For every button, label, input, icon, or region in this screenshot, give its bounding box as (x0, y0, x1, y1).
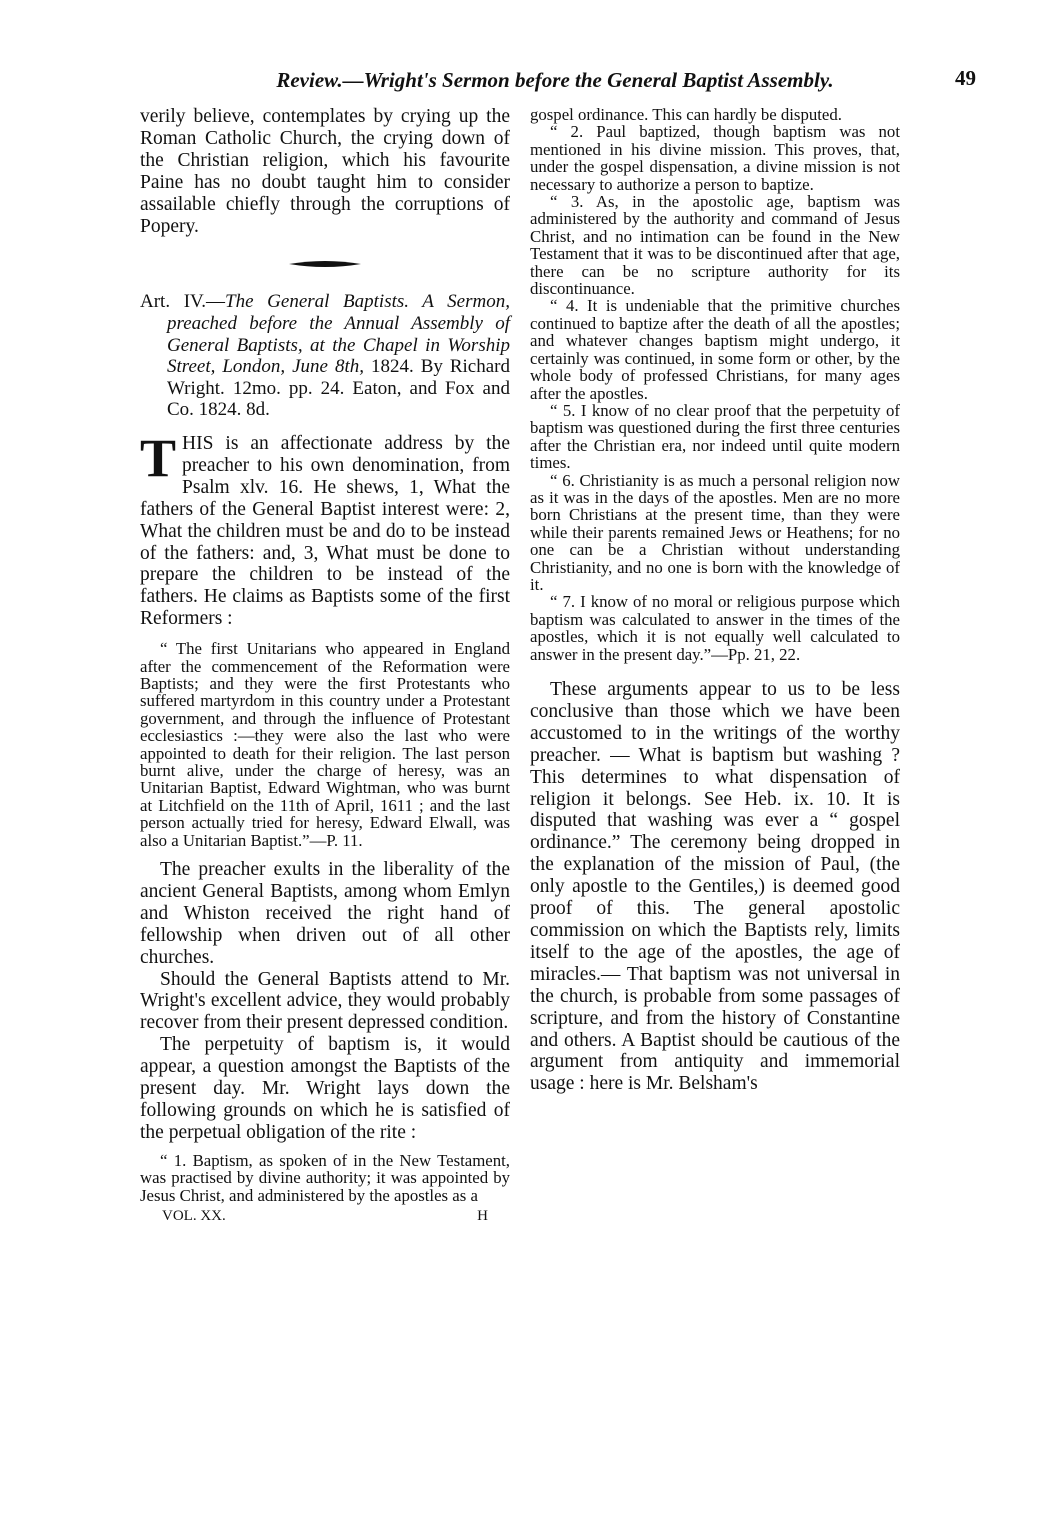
section-divider-ornament (289, 259, 361, 269)
paragraph-text: HIS is an affectionate address by the preacher to his own denomination, from Psalm xlv. 16. He shews, 1, What the fathers of the General Baptist interest were: 2, What the children must be and do to be instead of the fathers: and, 3, What must be done to prepare the children to be instead of the fathers. He claims as Baptists some of the first Reformers : (140, 433, 510, 630)
article-heading (140, 291, 510, 421)
block-quote: “ 6. Christianity is as much a personal religion now as it was in the days of the apostles. Men are no more born Christians at the present time, than they were while their parents remained Jews or Heathens; for no one can be a Christian without understanding Christianity, and no one is born with the knowledge of it. (530, 470, 900, 594)
drop-cap: T (140, 428, 177, 488)
running-head: Review.—Wright's Sermon before the General Baptist Assembly. (276, 68, 834, 92)
article-title: The General Baptists. A Sermon, preached before the Annual Assembly of General Baptists, at the Chapel in Worship Street, London, June 8th, (167, 291, 510, 378)
block-quote: “ 2. Paul baptized, though baptism was not mentioned in his divine mission. This proves, that, under the gospel dispensation, a divine mission is not necessary to authorize a person to baptize. (530, 122, 900, 194)
paragraph: Should the General Baptists attend to Mr. Wright's excellent advice, they would probably recover from their present depressed condition. (140, 968, 510, 1034)
page-number: 49 (955, 66, 976, 90)
block-quote: “ 3. As, in the apostolic age, baptism was administered by the authority and command of Jesus Christ, and no intimation can be found in the New Testament that it was to be discontinued after that age, there can be no scripture authority for its discontinuance. (530, 192, 900, 299)
block-quote: “ 7. I know of no moral or religious purpose which baptism was calculated to answer in the times of the apostles, which it is not equally well calculated to answer in the present day.”—Pp. 21, 22. (530, 592, 900, 664)
block-quote: gospel ordinance. This can hardly be disputed. (530, 105, 842, 124)
paragraph (140, 428, 510, 630)
right-column (530, 106, 900, 1095)
paragraph: The perpetuity of baptism is, it would appear, a question amongst the Baptists of the present day. Mr. Wright lays down the following grounds on which he is satisfied of the perpetual obligation of the rite : (140, 1034, 510, 1143)
paragraph: The preacher exults in the liberality of the ancient General Baptists, among whom Emlyn and Whiston received the right hand of fellowship when driven out of all other churches. (140, 859, 510, 968)
article-details: 1824. By Richard Wright. 12mo. pp. 24. Eaton, and Fox and Co. 1824. 8d. (167, 356, 511, 421)
volume-mark: VOL. XX. (162, 1208, 226, 1225)
paragraph: These arguments appear to us to be less conclusive than those which we have been accustomed to in the writings of the worthy preacher. — What is baptism but washing ? This determines to what dispensation of religion it belongs. See Heb. ix. 10. It is disputed that washing was ever a “ gospel ordinance.” The ceremony being dropped in the explanation of the mission of Paul, (the only apostle to the Gentiles,) is deemed good proof of this. The general apostolic commission on which the Baptists rely, limits itself to the age of the apostles, the age of miracles.— That baptism was not universal in the church, is probable from some passages of scripture, and from the history of Constantine and others. A Baptist should be cautious of the argument from antiquity and immemorial usage : here is Mr. Belsham's (530, 679, 900, 1095)
block-quote: “ The first Unitarians who appeared in England after the commencement of the Reformation were Baptists; and they were the first Protestants who suffered martyrdom in this country under a Protestant government, and through the influence of Protestant ecclesiastics :—they were also the last who were appointed to death for their religion. The last person burnt alive, under the charge of heresy, was an Unitarian Baptist, Edward Wightman, who was burnt at Litchfield on the 11th of April, 1611 ; and the last person actually tried for heresy, Edward Elwall, was also a Unitarian Baptist.”—P. 11. (140, 639, 510, 850)
page-footer (140, 1208, 510, 1225)
article-label: Art. IV.— (140, 291, 226, 313)
signature-mark: H (477, 1208, 488, 1225)
paragraph: verily believe, contemplates by crying up the Roman Catholic Church, the crying down of the Christian religion, which his favourite Paine has no doubt taught him to consider assailable chiefly through the corruptions of Popery. (140, 106, 510, 237)
left-column (140, 106, 510, 1225)
block-quote: “ 1. Baptism, as spoken of in the New Testament, was practised by divine authority; it was appointed by Jesus Christ, and administered by the apostles as a (140, 1150, 510, 1205)
block-quote: “ 5. I know of no clear proof that the perpetuity of baptism was questioned during the first three centuries after the Christian era, nor indeed until quite modern times. (530, 400, 900, 473)
block-quote: “ 4. It is undeniable that the primitive churches continued to baptize after the death of all the apostles; and whatever changes baptism might undergo, it certainly was continued, in some form or other, by the whole body of professed Christians, for many ages after the apostles. (530, 296, 900, 403)
